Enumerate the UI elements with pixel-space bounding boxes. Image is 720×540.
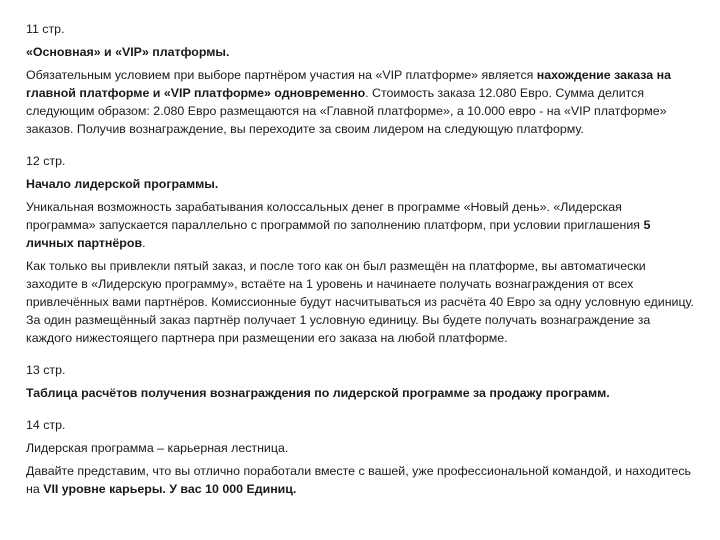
paragraph-bold-text: VII уровне карьеры. У вас 10 000 Единиц. [43, 482, 297, 496]
paragraph-bold-text: нахождение заказа на главной платформе и «VIP платформе» одновременно [26, 68, 671, 100]
paragraph: Как только вы привлекли пятый заказ, и после того как он был размещён на платформе, вы автоматически заходите в «Лидерскую программу», встаёте на 1 уровень и начинаете получать вознаграждения от всех привлечённых вами партнёров. Комиссионные будут насчитываться из расчёта 40 Евро за одну условную единицу. За один размещённый заказ партнёр получает 1 условную единицу. Вы будете получать вознаграждение за каждого нижестоящего партнера при размещении его заказа на любой платформе. [26, 259, 694, 345]
paragraph-text: Уникальная возможность зарабатывания колоссальных денег в программе «Новый день». «Лидерская программа» запускается параллельно с программой по заполнению платформ, при условии приглашения [26, 200, 644, 232]
page-number: 14 стр. [26, 418, 66, 432]
paragraph-bold-text: 5 личных партнёров [26, 218, 651, 250]
document-page [26, 20, 694, 503]
paragraph-text: Давайте представим, что вы отлично поработали вместе с вашей, уже профессиональной командой, и находитесь на [26, 464, 691, 496]
paragraph-text: Обязательным условием при выборе партнёром участия на «VIP платформе» является [26, 68, 537, 82]
paragraph [26, 198, 694, 252]
section-subtitle: Лидерская программа – карьерная лестница. [26, 441, 289, 455]
page-number: 11 стр. [26, 22, 65, 36]
section-title: Таблица расчётов получения вознаграждения по лидерской программе за продажу программ. [26, 386, 610, 400]
paragraph [26, 66, 694, 138]
paragraph-text: . [142, 236, 146, 250]
section-page-11 [26, 20, 694, 138]
section-page-14 [26, 416, 694, 498]
section-page-13 [26, 361, 694, 402]
section-page-12 [26, 152, 694, 347]
paragraph-text: . Стоимость заказа 12.080 Евро. Сумма делится следующим образом: 2.080 Евро размещаются на «Главной платформе», а 10.000 евро - на «VIP платформе» заказов. Получив вознаграждение, вы переходите за своим лидером на следующую платформу. [26, 86, 667, 136]
page-number: 13 стр. [26, 363, 66, 377]
paragraph [26, 462, 694, 498]
section-title: «Основная» и «VIP» платформы. [26, 45, 230, 59]
section-title: Начало лидерской программы. [26, 177, 219, 191]
page-number: 12 стр. [26, 154, 66, 168]
